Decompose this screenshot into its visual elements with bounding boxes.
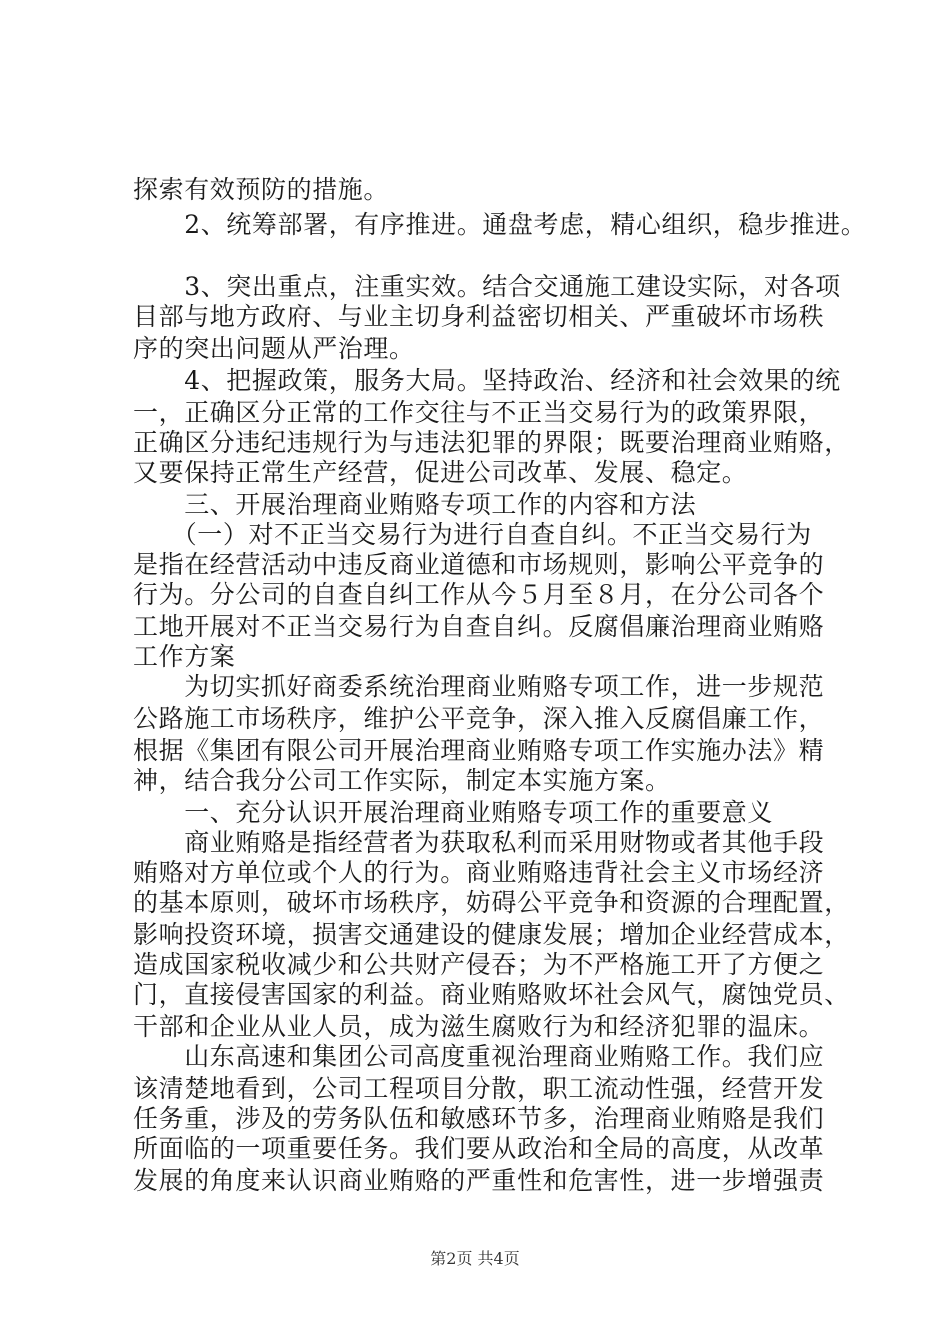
text-line: 发展的角度来认识商业贿赂的严重性和危害性，进一步增强责 [133,1166,825,1195]
text-line: 3、突出重点，注重实效。结合交通施工建设实际，对各项 [133,272,841,301]
text-line: 三、开展治理商业贿赂专项工作的内容和方法 [133,490,697,519]
text-line: 造成国家税收减少和公共财产侵吞；为不严格施工开了方便之 [133,950,825,979]
text-line: 探索有效预防的措施。 [133,175,390,204]
text-line: 神，结合我分公司工作实际，制定本实施方案。 [133,766,671,795]
text-line: 是指在经营活动中违反商业道德和市场规则，影响公平竞争的 [133,550,825,579]
page-footer: 第2页 共4页 [430,1249,520,1268]
text-line: 公路施工市场秩序，维护公平竞争，深入推入反腐倡廉工作， [133,704,825,733]
text-line: 影响投资环境，损害交通建设的健康发展；增加企业经营成本， [133,920,850,949]
text-line: 门，直接侵害国家的利益。商业贿赂败坏社会风气，腐蚀党员、 [133,980,850,1009]
text-line: 根据《集团有限公司开展治理商业贿赂专项工作实施办法》精 [133,736,825,765]
text-line: 目部与地方政府、与业主切身利益密切相关、严重破坏市场秩 [133,302,825,331]
text-line: 一、充分认识开展治理商业贿赂专项工作的重要意义 [133,798,774,827]
text-line: 一，正确区分正常的工作交往与不正当交易行为的政策界限， [133,398,825,427]
text-line: 4、把握政策，服务大局。坚持政治、经济和社会效果的统 [133,366,841,395]
text-line: 2、统筹部署，有序推进。通盘考虑，精心组织，稳步推进。 [133,210,867,239]
text-line: 的基本原则，破坏市场秩序，妨碍公平竞争和资源的合理配置， [133,888,850,917]
text-line: 该清楚地看到，公司工程项目分散，职工流动性强，经营开发 [133,1074,825,1103]
text-line: （一）对不正当交易行为进行自查自纠。不正当交易行为 [133,520,812,549]
text-line: 工地开展对不正当交易行为自查自纠。反腐倡廉治理商业贿赂 [133,612,825,641]
text-line: 山东高速和集团公司高度重视治理商业贿赂工作。我们应 [133,1042,825,1071]
text-line: 干部和企业从业人员，成为滋生腐败行为和经济犯罪的温床。 [133,1012,825,1041]
text-line: 贿赂对方单位或个人的行为。商业贿赂违背社会主义市场经济 [133,858,825,887]
text-line: 行为。分公司的自查自纠工作从今５月至８月，在分公司各个 [133,580,825,609]
text-line: 任务重，涉及的劳务队伍和敏感环节多，治理商业贿赂是我们 [133,1104,825,1133]
text-line: 工作方案 [133,642,236,671]
text-line: 又要保持正常生产经营，促进公司改革、发展、稳定。 [133,458,748,487]
text-line: 正确区分违纪违规行为与违法犯罪的界限；既要治理商业贿赂， [133,428,850,457]
text-line: 商业贿赂是指经营者为获取私利而采用财物或者其他手段 [133,828,825,857]
text-line: 所面临的一项重要任务。我们要从政治和全局的高度，从改革 [133,1134,825,1163]
text-line: 为切实抓好商委系统治理商业贿赂专项工作，进一步规范 [133,672,825,701]
text-line: 序的突出问题从严治理。 [133,334,415,363]
